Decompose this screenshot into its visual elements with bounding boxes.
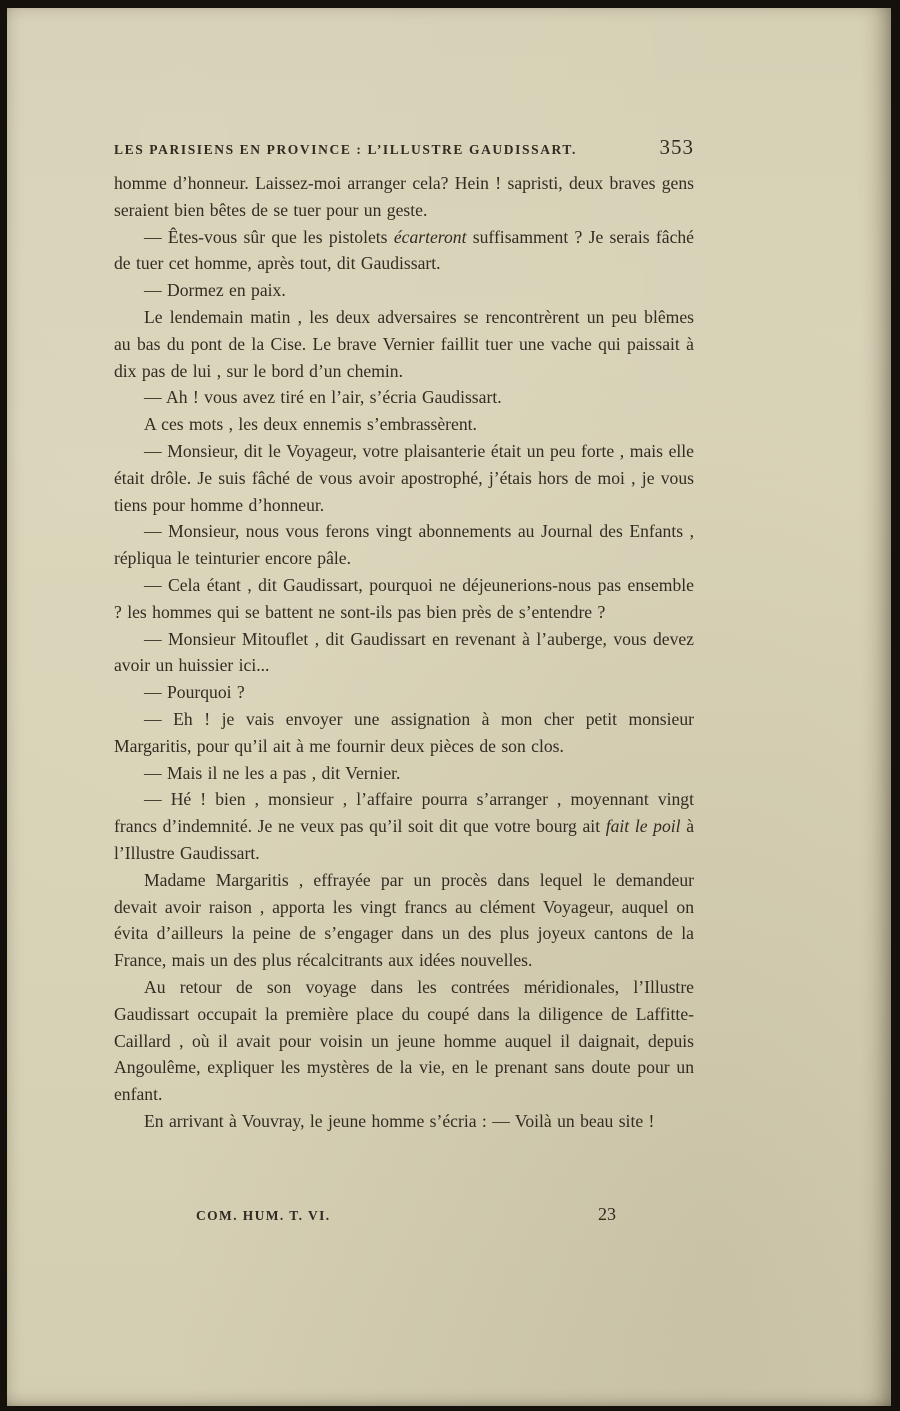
page-body xyxy=(114,170,694,1135)
text-run: — Monsieur, dit le Voyageur, votre plaisanterie était un peu forte , mais elle était drôle. Je suis fâché de vous avoir apostrophé, j’étais hors de moi , je vous tiens pour homme d’honneur. xyxy=(114,440,694,515)
text-run: En arrivant à Vouvray, le jeune homme s’écria : — Voilà un beau site ! xyxy=(144,1110,655,1131)
paragraph xyxy=(114,974,694,1108)
paragraph xyxy=(114,626,694,680)
text-run: — Hé ! bien , monsieur , l’affaire pourra s’arranger , moyennant vingt francs d’indemnité. Je ne veux pas qu’il soit dit que votre bourg ait xyxy=(114,789,694,837)
paragraph xyxy=(114,572,694,626)
paragraph xyxy=(114,224,694,278)
text-run: — Monsieur, nous vous ferons vingt abonnements au Journal des Enfants , répliqua le teinturier encore pâle. xyxy=(114,521,694,569)
italic-text-run: fait le poil xyxy=(605,816,681,837)
paragraph xyxy=(114,304,694,384)
running-title: LES PARISIENS EN PROVINCE : L’ILLUSTRE GAUDISSART. xyxy=(114,142,577,157)
paragraph xyxy=(114,170,694,224)
text-run: Madame Margaritis , effrayée par un procès dans lequel le demandeur devait avoir raison , apporta les vingt francs au clément Voyageur, auquel on évita d’ailleurs la peine de s’engager dans un des plus joyeux cantons de la France, mais un des plus récalcitrants aux idées nouvelles. xyxy=(114,869,694,971)
text-run: à l’Illustre Gaudissart. xyxy=(114,816,694,863)
text-run: — Cela étant , dit Gaudissart, pourquoi ne déjeunerions-nous pas ensemble ? les hommes qui se battent ne sont-ils pas bien près de s’entendre ? xyxy=(114,574,694,622)
paragraph xyxy=(114,518,694,572)
text-run: Au retour de son voyage dans les contrées méridionales, l’Illustre Gaudissart occupait la première place du coupé dans la diligence de Laffitte-Caillard , où il avait pour voisin un jeune homme auquel il daignait, depuis Angoulême, expliquer les mystères de la vie, en le prenant sans doute pour un enfant. xyxy=(114,976,694,1105)
paragraph xyxy=(114,1108,694,1135)
text-run: — Dormez en paix. xyxy=(144,280,286,301)
page-footer xyxy=(114,1204,694,1225)
paragraph xyxy=(114,706,694,760)
paragraph xyxy=(114,679,694,706)
page-content xyxy=(7,8,891,1406)
text-run: — Mais il ne les a pas , dit Vernier. xyxy=(144,762,401,783)
text-run: — Eh ! je vais envoyer une assignation à mon cher petit monsieur Margaritis, pour qu’il ait à me fournir deux pièces de son clos. xyxy=(114,708,694,756)
paragraph xyxy=(114,760,694,787)
paragraph xyxy=(114,786,694,866)
text-run: — Monsieur Mitouflet , dit Gaudissart en revenant à l’auberge, vous devez avoir un huissier ici... xyxy=(114,628,694,676)
text-run: suffisamment ? Je serais fâché de tuer cet homme, après tout, dit Gaudissart. xyxy=(114,226,694,274)
page-number: 353 xyxy=(659,135,694,159)
paragraph xyxy=(114,277,694,304)
book-page xyxy=(7,8,891,1406)
text-run: A ces mots , les deux ennemis s’embrassèrent. xyxy=(144,414,477,435)
text-run: — Ah ! vous avez tiré en l’air, s’écria Gaudissart. xyxy=(144,387,502,408)
text-run: homme d’honneur. Laissez-moi arranger cela? Hein ! sapristi, deux braves gens seraient bien bêtes de se tuer pour un geste. xyxy=(114,173,694,220)
italic-text-run: écarteront xyxy=(393,226,467,247)
paragraph xyxy=(114,438,694,518)
text-run: — Pourquoi ? xyxy=(144,682,245,703)
text-run: — Êtes-vous sûr que les pistolets xyxy=(144,226,394,247)
paragraph xyxy=(114,867,694,974)
paragraph xyxy=(114,384,694,411)
paragraph xyxy=(114,411,694,438)
sheet-number: 23 xyxy=(598,1204,616,1224)
printer-signature: COM. HUM. T. VI. xyxy=(196,1208,331,1223)
text-run: Le lendemain matin , les deux adversaires se rencontrèrent un peu blêmes au bas du pont de la Cise. Le brave Vernier faillit tuer une vache qui paissait à dix pas de lui , sur le bord d’un chemin. xyxy=(114,306,694,381)
running-head xyxy=(114,135,694,160)
